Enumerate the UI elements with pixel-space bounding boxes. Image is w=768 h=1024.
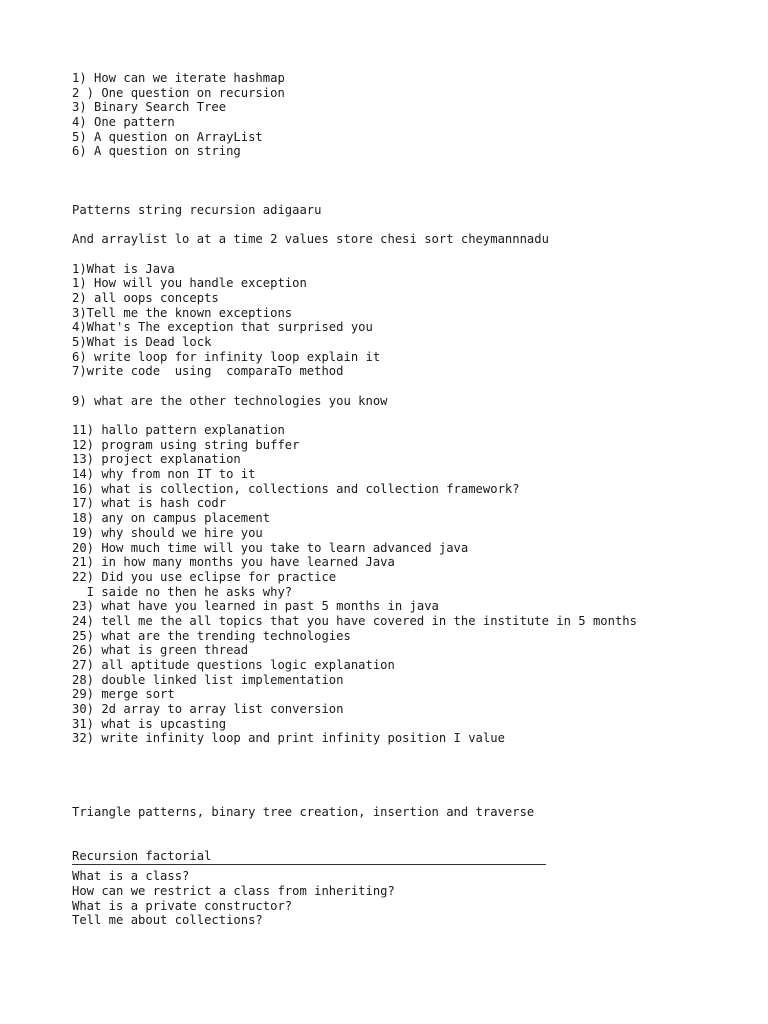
document-page bbox=[72, 71, 752, 928]
text-line: 4)What's The exception that surprised you bbox=[72, 320, 373, 335]
text-line: 12) program using string buffer bbox=[72, 437, 300, 452]
text-line: 29) merge sort bbox=[72, 687, 175, 702]
text-line: 11) hallo pattern explanation bbox=[72, 423, 285, 438]
text-line: 6) write loop for infinity loop explain it bbox=[72, 349, 381, 364]
text-line: 7)write code using comparaTo method bbox=[72, 364, 344, 379]
text-line: 24) tell me the all topics that you have covered in the institute in 5 months bbox=[72, 613, 637, 628]
blank-line bbox=[72, 834, 752, 849]
text-line: 21) in how many months you have learned Java bbox=[72, 555, 395, 570]
text-line: 28) double linked list implementation bbox=[72, 672, 344, 687]
text-line: 25) what are the trending technologies bbox=[72, 628, 351, 643]
text-line: Triangle patterns, binary tree creation, insertion and traverse bbox=[72, 804, 535, 819]
text-line: Patterns string recursion adigaaru bbox=[72, 203, 322, 218]
text-line: 5) A question on ArrayList bbox=[72, 129, 263, 144]
blank-line bbox=[72, 247, 752, 262]
horizontal-divider bbox=[72, 864, 546, 865]
text-line: 16) what is collection, collections and collection framework? bbox=[72, 481, 520, 496]
text-line: 20) How much time will you take to learn advanced java bbox=[72, 540, 469, 555]
blank-line bbox=[72, 408, 752, 423]
blank-line bbox=[72, 761, 752, 776]
text-line: What is a class? bbox=[72, 869, 190, 884]
text-line: 22) Did you use eclipse for practice bbox=[72, 569, 337, 584]
blank-line bbox=[72, 790, 752, 805]
class-questions-section bbox=[72, 869, 752, 928]
text-line: 26) what is green thread bbox=[72, 643, 249, 658]
text-line: 14) why from non IT to it bbox=[72, 467, 256, 482]
text-line: 27) all aptitude questions logic explanation bbox=[72, 657, 395, 672]
text-line: 6) A question on string bbox=[72, 144, 241, 159]
text-line: And arraylist lo at a time 2 values store chesi sort cheymannnadu bbox=[72, 232, 549, 247]
text-line: 3) Binary Search Tree bbox=[72, 100, 227, 115]
text-line: Tell me about collections? bbox=[72, 913, 263, 928]
blank-line bbox=[72, 379, 752, 394]
blank-line bbox=[72, 746, 752, 761]
blank-line bbox=[72, 775, 752, 790]
text-line: 13) project explanation bbox=[72, 452, 241, 467]
text-line: 1)What is Java bbox=[72, 261, 175, 276]
text-line: Recursion factorial bbox=[72, 848, 212, 863]
text-line: 19) why should we hire you bbox=[72, 525, 263, 540]
text-line: 1) How can we iterate hashmap bbox=[72, 71, 285, 85]
text-line: 23) what have you learned in past 5 months in java bbox=[72, 599, 439, 614]
text-line: 4) One pattern bbox=[72, 115, 175, 130]
text-line: What is a private constructor? bbox=[72, 898, 293, 913]
text-line: 5)What is Dead lock bbox=[72, 335, 212, 350]
blank-line bbox=[72, 188, 752, 203]
text-line: 2 ) One question on recursion bbox=[72, 85, 285, 100]
notes-section bbox=[72, 71, 752, 863]
text-line: 17) what is hash codr bbox=[72, 496, 227, 511]
text-line: 2) all oops concepts bbox=[72, 291, 219, 306]
blank-line bbox=[72, 174, 752, 189]
text-line: 31) what is upcasting bbox=[72, 716, 227, 731]
text-line: 32) write infinity loop and print infinity position I value bbox=[72, 731, 505, 746]
text-line: 1) How will you handle exception bbox=[72, 276, 307, 291]
text-line: 30) 2d array to array list conversion bbox=[72, 701, 344, 716]
blank-line bbox=[72, 218, 752, 233]
blank-line bbox=[72, 819, 752, 834]
text-line: 9) what are the other technologies you know bbox=[72, 393, 388, 408]
text-line: How can we restrict a class from inheriting? bbox=[72, 883, 395, 898]
blank-line bbox=[72, 159, 752, 174]
text-line: 3)Tell me the known exceptions bbox=[72, 305, 293, 320]
text-line: I saide no then he asks why? bbox=[72, 584, 293, 599]
text-line: 18) any on campus placement bbox=[72, 511, 271, 526]
